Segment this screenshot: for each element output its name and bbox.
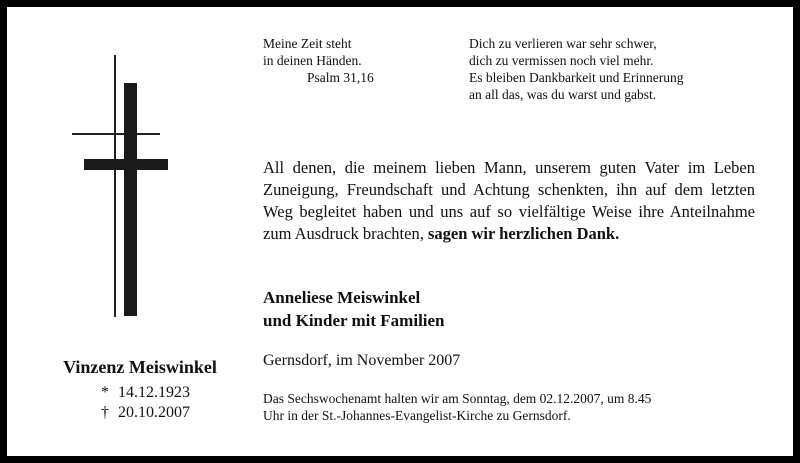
thanks-text: All denen, die meinem lieben Mann, unserem guten Vater im Leben Zuneigung, Freundschaft und Achtung schenkten, ihn auf dem letzten Weg begleitet haben und uns auf so vielfältige Weise ihre Anteilnahme zum Ausdruck brachten,: [263, 158, 755, 243]
life-dates: [95, 383, 190, 423]
psalm-quote: [263, 35, 374, 86]
psalm-line-2: in deinen Händen.: [263, 53, 362, 68]
death-row: [95, 403, 190, 423]
death-dagger-icon: †: [101, 404, 109, 421]
psalm-line-1: Meine Zeit steht: [263, 36, 352, 51]
death-date: 20.10.2007: [118, 404, 190, 421]
thanks-bold-text: sagen wir herzlichen Dank.: [427, 224, 620, 243]
birth-star-icon: *: [101, 384, 109, 401]
poem-quote: [469, 35, 683, 103]
psalm-reference: Psalm 31,16: [307, 70, 374, 85]
poem-line-4: an all das, was du warst und gabst.: [469, 87, 657, 102]
cross-icon: [67, 55, 177, 325]
cross-thick-vertical: [124, 83, 137, 316]
family-line-1: Anneliese Meiswinkel: [263, 288, 421, 307]
notice-line-1: Das Sechswochenamt halten wir am Sonntag, dem 02.12.2007, um 8.45: [263, 391, 652, 406]
thanks-paragraph: [263, 157, 755, 245]
family-signature: [263, 286, 445, 332]
cross-thin-horizontal: [72, 133, 160, 135]
mass-notice: [263, 390, 763, 424]
birth-date: 14.12.1923: [118, 384, 190, 401]
cross-thick-horizontal: [84, 159, 168, 170]
notice-line-2: Uhr in der St.-Johannes-Evangelist-Kirche zu Gernsdorf.: [263, 408, 571, 423]
poem-line-3: Es bleiben Dankbarkeit und Erinnerung: [469, 70, 684, 85]
family-line-2: und Kinder mit Familien: [263, 311, 445, 330]
poem-line-2: dich zu vermissen noch viel mehr.: [469, 53, 654, 68]
cross-thin-vertical: [114, 55, 116, 317]
place-date: Gernsdorf, im November 2007: [263, 352, 461, 369]
deceased-name: Vinzenz Meiswinkel: [63, 357, 217, 377]
birth-row: [95, 383, 190, 403]
poem-line-1: Dich zu verlieren war sehr schwer,: [469, 36, 657, 51]
